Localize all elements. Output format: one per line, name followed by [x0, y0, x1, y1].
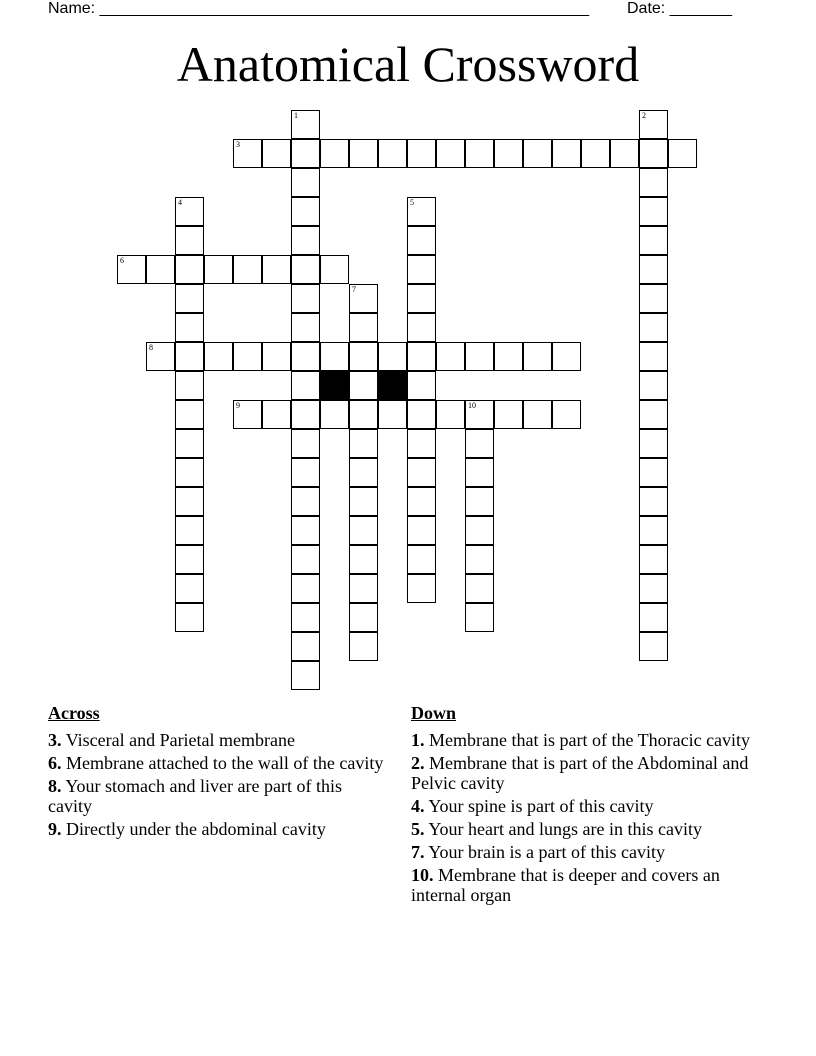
cell-number: 5 — [410, 198, 414, 207]
crossword-cell[interactable] — [639, 139, 668, 168]
crossword-cell[interactable] — [407, 371, 436, 400]
clue-down-7 — [411, 842, 751, 862]
crossword-cell[interactable] — [175, 574, 204, 603]
crossword-cell[interactable] — [291, 371, 320, 400]
crossword-cell[interactable] — [639, 255, 668, 284]
crossword-cell[interactable] — [436, 139, 465, 168]
crossword-cell[interactable] — [349, 458, 378, 487]
crossword-cell[interactable] — [175, 255, 204, 284]
across-clues — [48, 702, 388, 842]
crossword-cell[interactable] — [291, 342, 320, 371]
clue-down-5 — [411, 819, 751, 839]
crossword-cell[interactable] — [465, 487, 494, 516]
crossword-cell[interactable] — [552, 139, 581, 168]
clue-down-10 — [411, 865, 751, 905]
crossword-cell[interactable] — [349, 371, 378, 400]
crossword-cell[interactable] — [407, 487, 436, 516]
crossword-cell[interactable] — [465, 516, 494, 545]
crossword-cell[interactable] — [349, 487, 378, 516]
crossword-cell[interactable] — [610, 139, 639, 168]
clue-text: Visceral and Parietal membrane — [65, 730, 296, 750]
crossword-cell[interactable] — [175, 400, 204, 429]
clue-text: Membrane that is part of the Thoracic cavity — [429, 730, 751, 750]
clue-across-9 — [48, 819, 388, 839]
clue-down-4 — [411, 796, 751, 816]
crossword-cell[interactable] — [407, 226, 436, 255]
crossword-cell[interactable] — [291, 487, 320, 516]
crossword-cell[interactable] — [291, 661, 320, 690]
crossword-cell[interactable] — [262, 255, 291, 284]
crossword-cell[interactable] — [523, 400, 552, 429]
crossword-cell[interactable] — [175, 313, 204, 342]
crossword-cell[interactable] — [291, 545, 320, 574]
crossword-cell[interactable] — [436, 400, 465, 429]
crossword-cell[interactable] — [407, 429, 436, 458]
crossword-cell[interactable] — [175, 429, 204, 458]
crossword-cell[interactable] — [262, 139, 291, 168]
crossword-cell[interactable] — [291, 110, 320, 139]
crossword-cell[interactable] — [639, 516, 668, 545]
crossword-cell[interactable] — [291, 632, 320, 661]
clue-text: Directly under the abdominal cavity — [66, 819, 326, 839]
crossword-cell[interactable] — [320, 400, 349, 429]
crossword-cell[interactable] — [465, 574, 494, 603]
clue-number: 4. — [411, 796, 425, 816]
date-field-label[interactable]: Date: _______ — [627, 0, 732, 17]
crossword-cell[interactable] — [407, 400, 436, 429]
crossword-cell[interactable] — [494, 139, 523, 168]
name-field-label[interactable]: Name: _______________________________________________________ — [48, 0, 589, 17]
clue-number: 1. — [411, 730, 425, 750]
crossword-cell[interactable] — [668, 139, 697, 168]
crossword-cell[interactable] — [349, 603, 378, 632]
crossword-cell[interactable] — [204, 342, 233, 371]
cell-number: 3 — [236, 140, 240, 149]
clue-down-1 — [411, 730, 751, 750]
crossword-cell[interactable] — [291, 429, 320, 458]
crossword-cell[interactable] — [552, 400, 581, 429]
crossword-cell[interactable] — [639, 342, 668, 371]
across-heading: Across — [48, 703, 100, 723]
crossword-cell[interactable] — [349, 139, 378, 168]
down-clues — [411, 702, 751, 908]
crossword-cell[interactable] — [436, 342, 465, 371]
page-title: Anatomical Crossword — [176, 36, 640, 92]
down-heading: Down — [411, 703, 457, 723]
clue-across-3 — [48, 730, 388, 750]
crossword-cell[interactable] — [639, 313, 668, 342]
cell-number: 7 — [352, 285, 356, 294]
clue-text: Your heart and lungs are in this cavity — [428, 819, 702, 839]
crossword-cell[interactable] — [349, 516, 378, 545]
crossword-cell[interactable] — [465, 139, 494, 168]
clue-across-8 — [48, 776, 388, 816]
crossword-cell[interactable] — [378, 139, 407, 168]
crossword-cell[interactable] — [320, 255, 349, 284]
crossword-cell[interactable] — [291, 574, 320, 603]
crossword-cell[interactable] — [175, 342, 204, 371]
crossword-cell[interactable] — [291, 255, 320, 284]
crossword-cell[interactable] — [175, 545, 204, 574]
crossword-cell[interactable] — [233, 139, 262, 168]
crossword-cell[interactable] — [175, 603, 204, 632]
crossword-cell[interactable] — [639, 371, 668, 400]
crossword-cell[interactable] — [291, 139, 320, 168]
crossword-cell[interactable] — [291, 313, 320, 342]
crossword-cell[interactable] — [349, 342, 378, 371]
crossword-cell[interactable] — [233, 400, 262, 429]
crossword-cell[interactable] — [204, 255, 233, 284]
cell-number: 1 — [294, 111, 298, 120]
blocked-cell — [378, 371, 407, 400]
crossword-cell[interactable] — [233, 255, 262, 284]
crossword-cell[interactable] — [175, 458, 204, 487]
crossword-cell[interactable] — [291, 226, 320, 255]
crossword-cell[interactable] — [465, 400, 494, 429]
clue-number: 6. — [48, 753, 62, 773]
crossword-cell[interactable] — [175, 516, 204, 545]
crossword-cell[interactable] — [349, 400, 378, 429]
crossword-cell[interactable] — [175, 284, 204, 313]
header — [0, 0, 816, 22]
crossword-cell[interactable] — [291, 400, 320, 429]
crossword-cell[interactable] — [407, 284, 436, 313]
crossword-cell[interactable] — [639, 284, 668, 313]
crossword-cell[interactable] — [639, 168, 668, 197]
crossword-cell[interactable] — [639, 632, 668, 661]
crossword-cell[interactable] — [407, 342, 436, 371]
clue-number: 5. — [411, 819, 425, 839]
crossword-cell[interactable] — [407, 255, 436, 284]
crossword-cell[interactable] — [494, 400, 523, 429]
clue-number: 8. — [48, 776, 62, 796]
crossword-cell[interactable] — [291, 516, 320, 545]
crossword-cell[interactable] — [494, 342, 523, 371]
crossword-cell[interactable] — [465, 545, 494, 574]
crossword-cell[interactable] — [146, 255, 175, 284]
crossword-cell[interactable] — [639, 110, 668, 139]
crossword-cell[interactable] — [639, 545, 668, 574]
crossword-cell[interactable] — [378, 342, 407, 371]
crossword-cell[interactable] — [175, 487, 204, 516]
cell-number: 10 — [468, 401, 476, 410]
crossword-cell[interactable] — [465, 429, 494, 458]
crossword-cell[interactable] — [523, 342, 552, 371]
crossword-cell[interactable] — [262, 342, 291, 371]
crossword-cell[interactable] — [465, 603, 494, 632]
crossword-cell[interactable] — [639, 429, 668, 458]
crossword-cell[interactable] — [639, 574, 668, 603]
crossword-cell[interactable] — [407, 139, 436, 168]
crossword-cell[interactable] — [639, 487, 668, 516]
crossword-cell[interactable] — [146, 342, 175, 371]
crossword-cell[interactable] — [175, 197, 204, 226]
crossword-cell[interactable] — [407, 313, 436, 342]
crossword-cell[interactable] — [349, 429, 378, 458]
clue-text: Membrane attached to the wall of the cavity — [66, 753, 384, 773]
crossword-cell[interactable] — [465, 342, 494, 371]
clue-text: Membrane that is part of the Abdominal and Pelvic cavity — [411, 753, 749, 793]
clue-down-2 — [411, 753, 751, 793]
clue-text: Your spine is part of this cavity — [428, 796, 654, 816]
cell-number: 9 — [236, 401, 240, 410]
crossword-cell[interactable] — [291, 284, 320, 313]
crossword-cell[interactable] — [552, 342, 581, 371]
clue-number: 10. — [411, 865, 434, 885]
blocked-cell — [320, 371, 349, 400]
crossword-cell[interactable] — [407, 458, 436, 487]
crossword-cell[interactable] — [349, 313, 378, 342]
cell-number: 2 — [642, 111, 646, 120]
crossword-cell[interactable] — [175, 226, 204, 255]
clue-number: 9. — [48, 819, 62, 839]
crossword-cell[interactable] — [465, 458, 494, 487]
crossword-cell[interactable] — [291, 603, 320, 632]
crossword-cell[interactable] — [639, 226, 668, 255]
clue-number: 3. — [48, 730, 62, 750]
crossword-cell[interactable] — [639, 197, 668, 226]
clue-number: 7. — [411, 842, 425, 862]
crossword-cell[interactable] — [407, 197, 436, 226]
crossword-cell[interactable] — [349, 284, 378, 313]
clue-number: 2. — [411, 753, 425, 773]
crossword-cell[interactable] — [349, 574, 378, 603]
crossword-cell[interactable] — [378, 400, 407, 429]
crossword-cell[interactable] — [407, 574, 436, 603]
clue-text: Your stomach and liver are part of this cavity — [48, 776, 342, 816]
crossword-cell[interactable] — [262, 400, 291, 429]
crossword-cell[interactable] — [117, 255, 146, 284]
crossword-cell[interactable] — [291, 168, 320, 197]
cell-number: 6 — [120, 256, 124, 265]
crossword-cell[interactable] — [175, 371, 204, 400]
crossword-cell[interactable] — [291, 458, 320, 487]
clue-text: Your brain is a part of this cavity — [428, 842, 665, 862]
crossword-cell[interactable] — [349, 632, 378, 661]
crossword-cell[interactable] — [291, 197, 320, 226]
crossword-cell[interactable] — [523, 139, 552, 168]
crossword-cell[interactable] — [639, 400, 668, 429]
crossword-cell[interactable] — [320, 139, 349, 168]
crossword-cell[interactable] — [581, 139, 610, 168]
clue-text: Membrane that is deeper and covers an internal organ — [411, 865, 720, 905]
crossword-cell[interactable] — [639, 458, 668, 487]
crossword-cell[interactable] — [320, 342, 349, 371]
crossword-cell[interactable] — [233, 342, 262, 371]
crossword-cell[interactable] — [407, 545, 436, 574]
cell-number: 8 — [149, 343, 153, 352]
crossword-cell[interactable] — [407, 516, 436, 545]
crossword-cell[interactable] — [349, 545, 378, 574]
clue-across-6 — [48, 753, 388, 773]
crossword-cell[interactable] — [639, 603, 668, 632]
cell-number: 4 — [178, 198, 182, 207]
